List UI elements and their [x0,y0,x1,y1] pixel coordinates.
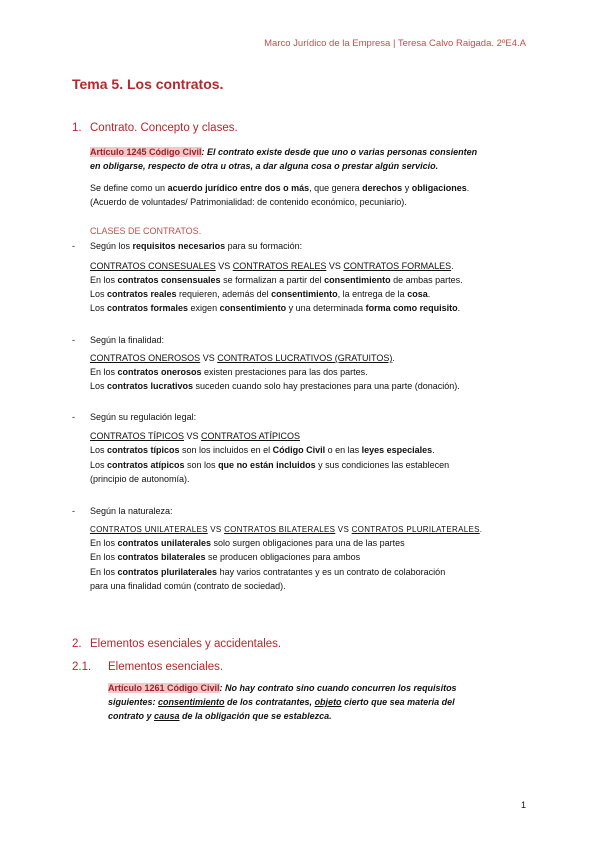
section-2-heading: Elementos esenciales y accidentales. [90,638,282,650]
page-title: Tema 5. Los contratos. [72,76,224,92]
group3-line1: Los contratos típicos son los incluidos en el Código Civil o en las leyes especiales. [90,445,435,455]
group1-line3: Los contratos formales exigen consentimiento y una determinada forma como requisito. [90,303,461,313]
article-1261-line1: Artículo 1261 Código Civil: No hay contrato sino cuando concurren los requisitos [108,683,457,693]
group1-line2: Los contratos reales requieren, además del consentimiento, la entrega de la cosa. [90,289,431,299]
subsection-2-1-heading: Elementos esenciales. [108,661,224,673]
bullet-dash: - [72,335,75,345]
group1-intro: Según los requisitos necesarios para su formación: [90,241,303,251]
group3-intro: Según su regulación legal: [90,412,197,422]
definition-line1: Se define como un acuerdo jurídico entre dos o más, que genera derechos y obligaciones. [90,183,470,193]
article-1245-reference: Artículo 1245 Código Civil [90,147,202,157]
article-1261-line3: contrato y causa de la obligación que se establezca. [108,711,332,721]
definition-line2: (Acuerdo de voluntades/ Patrimonialidad: de contenido económico, pecuniario). [90,197,407,207]
subsection-2-1-number: 2.1. [72,661,92,673]
group4-line3: En los contratos plurilaterales hay varios contratantes y es un contrato de colaboración [90,567,446,577]
group4-line1: En los contratos unilaterales solo surgen obligaciones para una de las partes [90,538,405,548]
classes-heading: CLASES DE CONTRATOS. [90,226,202,236]
bullet-dash: - [72,241,75,251]
page-header: Marco Jurídico de la Empresa | Teresa Calvo Raigada. 2ºE4.A [264,38,526,49]
article-1261-line2: siguientes: consentimiento de los contratantes, objeto cierto que sea materia del [108,697,455,707]
group3-line2: Los contratos atípicos son los que no están incluidos y sus condiciones las establecen [90,460,450,470]
page-number: 1 [520,800,526,810]
group1-line1: En los contratos consensuales se formalizan a partir del consentimiento de ambas partes. [90,275,463,285]
group2-types: CONTRATOS ONEROSOS VS CONTRATOS LUCRATIVOS (GRATUITOS). [90,353,395,363]
group4-intro: Según la naturaleza: [90,506,173,516]
section-1-heading: Contrato. Concepto y clases. [90,122,238,134]
group4-line4: para una finalidad común (contrato de sociedad). [90,581,286,591]
article-1245-line2: en obligarse, respecto de otra u otras, a dar alguna cosa o prestar algún servicio. [90,161,439,171]
group3-types: CONTRATOS TÍPICOS VS CONTRATOS ATÍPICOS [90,431,301,441]
group2-intro: Según la finalidad: [90,335,165,345]
group1-types: CONTRATOS CONSESUALES VS CONTRATOS REALES VS CONTRATOS FORMALES. [90,261,454,271]
bullet-dash: - [72,506,75,516]
article-1245-line1: Artículo 1245 Código Civil: El contrato existe desde que uno o varias personas consienten [90,147,478,157]
group2-line2: Los contratos lucrativos suceden cuando solo hay prestaciones para una parte (donación). [90,381,460,391]
group4-line2: En los contratos bilaterales se producen obligaciones para ambos [90,552,361,562]
group4-types: CONTRATOS UNILATERALES VS CONTRATOS BILATERALES VS CONTRATOS PLURILATERALES. [90,525,483,534]
section-1-number: 1. [72,122,82,134]
section-2-number: 2. [72,638,82,650]
group2-line1: En los contratos onerosos existen prestaciones para las dos partes. [90,367,368,377]
group3-line3: (principio de autonomía). [90,474,190,484]
bullet-dash: - [72,412,75,422]
article-1261-reference: Artículo 1261 Código Civil [108,683,220,693]
